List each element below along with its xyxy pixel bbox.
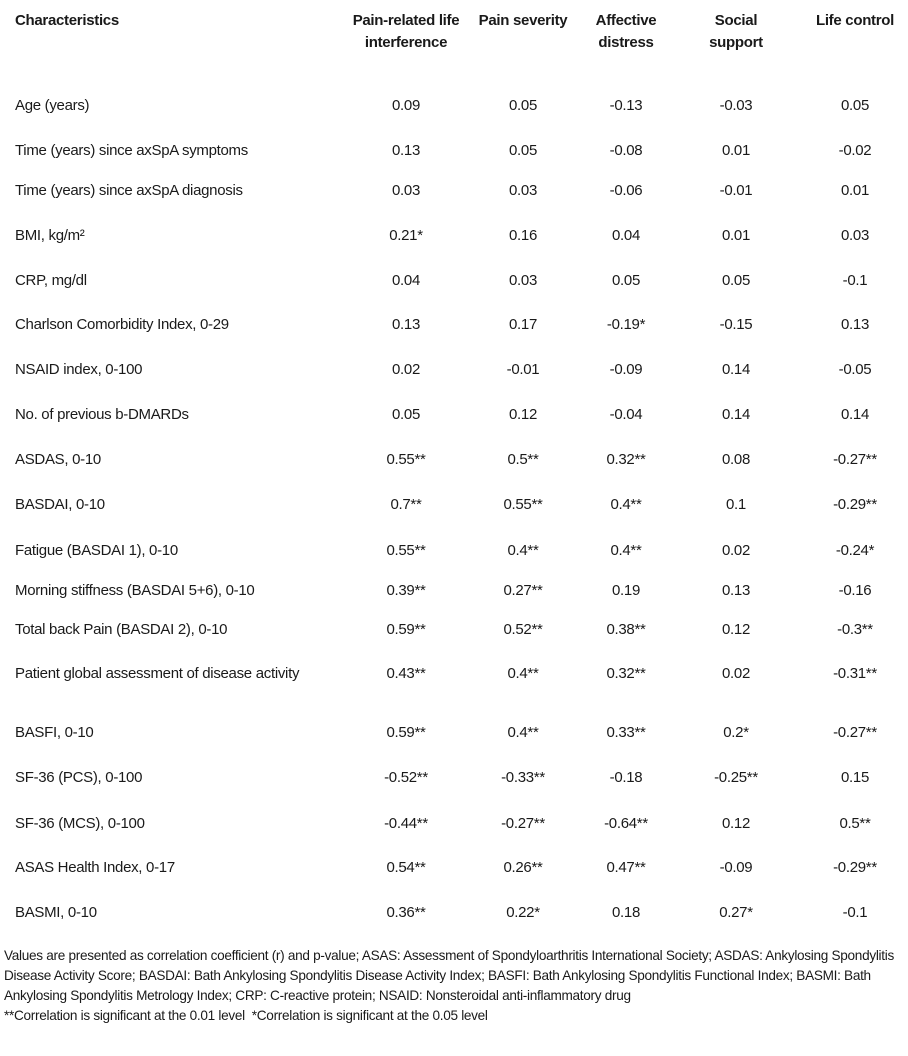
cell-value: -0.06 bbox=[609, 182, 643, 199]
cell-value: 0.38** bbox=[606, 621, 646, 638]
cell-value: -0.01 bbox=[719, 182, 753, 199]
cell-value: -0.13 bbox=[609, 97, 643, 114]
cell-value: 0.19 bbox=[612, 582, 640, 599]
cell-value: 0.01 bbox=[722, 227, 750, 244]
cell-value: -0.25** bbox=[714, 769, 758, 786]
row-label: Fatigue (BASDAI 1), 0-10 bbox=[15, 542, 178, 559]
cell-value: 0.03 bbox=[509, 182, 537, 199]
cell-value: -0.29** bbox=[833, 859, 877, 876]
row-label: No. of previous b-DMARDs bbox=[15, 406, 189, 423]
cell-value: 0.4** bbox=[610, 496, 642, 513]
cell-value: 0.36** bbox=[386, 904, 426, 921]
column-header: Pain-related life interference bbox=[352, 12, 460, 51]
table-footnotes bbox=[4, 946, 899, 1026]
cell-value: 0.05 bbox=[612, 272, 640, 289]
cell-value: 0.03 bbox=[841, 227, 869, 244]
cell-value: 0.55** bbox=[386, 542, 426, 559]
significance-note: **Correlation is significant at the 0.01 level *Correlation is significant at the 0.05 level bbox=[4, 1008, 488, 1023]
cell-value: 0.55** bbox=[503, 496, 543, 513]
cell-value: -0.18 bbox=[609, 769, 643, 786]
header-characteristics: Characteristics bbox=[15, 12, 119, 29]
row-label: Patient global assessment of disease activity bbox=[15, 665, 300, 682]
row-label: Time (years) since axSpA symptoms bbox=[15, 142, 248, 159]
cell-value: 0.43** bbox=[386, 665, 426, 682]
row-label: BASFI, 0-10 bbox=[15, 724, 94, 741]
cell-value: 0.03 bbox=[392, 182, 420, 199]
cell-value: 0.05 bbox=[509, 142, 537, 159]
cell-value: 0.27** bbox=[503, 582, 543, 599]
cell-value: 0.27* bbox=[719, 904, 753, 921]
cell-value: -0.08 bbox=[609, 142, 643, 159]
cell-value: 0.09 bbox=[392, 97, 420, 114]
cell-value: 0.14 bbox=[722, 361, 750, 378]
cell-value: -0.64** bbox=[604, 815, 648, 832]
cell-value: 0.18 bbox=[612, 904, 640, 921]
cell-value: 0.4** bbox=[507, 542, 539, 559]
abbreviations-note: Values are presented as correlation coefficient (r) and p-value; ASAS: Assessment of Spondyloarthritis International Society; ASDAS: Ankylosing Spondylitis Disease Activity Score; BASDAI: Bath Ankylosing Spondylitis Disease Activity Index; BASFI: Bath Ankylosing Spondylitis Functional Index; BASMI: Bath Ankylosing Spondylitis Metrology Index; CRP: C-reactive protein; NSAID: Nonsteroidal anti-inflammatory drug bbox=[4, 948, 894, 1003]
row-label: SF-36 (PCS), 0-100 bbox=[15, 769, 143, 786]
cell-value: -0.31** bbox=[833, 665, 877, 682]
cell-value: 0.17 bbox=[509, 316, 537, 333]
cell-value: 0.32** bbox=[606, 665, 646, 682]
cell-value: 0.55** bbox=[386, 451, 426, 468]
cell-value: 0.7** bbox=[390, 496, 422, 513]
cell-value: 0.4** bbox=[610, 542, 642, 559]
cell-value: 0.5** bbox=[507, 451, 539, 468]
cell-value: 0.12 bbox=[509, 406, 537, 423]
row-label: Total back Pain (BASDAI 2), 0-10 bbox=[15, 621, 228, 638]
cell-value: 0.59** bbox=[386, 621, 426, 638]
row-label: BASDAI, 0-10 bbox=[15, 496, 105, 513]
cell-value: 0.04 bbox=[612, 227, 640, 244]
cell-value: 0.59** bbox=[386, 724, 426, 741]
row-label: Morning stiffness (BASDAI 5+6), 0-10 bbox=[15, 582, 255, 599]
cell-value: -0.19* bbox=[606, 316, 646, 333]
row-label: ASDAS, 0-10 bbox=[15, 451, 101, 468]
cell-value: -0.09 bbox=[719, 859, 753, 876]
cell-value: 0.16 bbox=[509, 227, 537, 244]
column-header: Pain severity bbox=[478, 12, 568, 29]
cell-value: 0.39** bbox=[386, 582, 426, 599]
cell-value: 0.14 bbox=[722, 406, 750, 423]
row-label: BASMI, 0-10 bbox=[15, 904, 97, 921]
cell-value: 0.26** bbox=[503, 859, 543, 876]
cell-value: -0.27** bbox=[833, 451, 877, 468]
cell-value: 0.22* bbox=[506, 904, 540, 921]
cell-value: -0.24* bbox=[835, 542, 875, 559]
cell-value: 0.15 bbox=[841, 769, 869, 786]
cell-value: 0.13 bbox=[392, 142, 420, 159]
cell-value: 0.12 bbox=[722, 815, 750, 832]
cell-value: 0.1 bbox=[726, 496, 746, 513]
column-header: Affective distress bbox=[595, 12, 657, 51]
cell-value: 0.47** bbox=[606, 859, 646, 876]
row-label: CRP, mg/dl bbox=[15, 272, 87, 289]
cell-value: -0.1 bbox=[842, 272, 868, 289]
cell-value: 0.21* bbox=[389, 227, 423, 244]
cell-value: 0.5** bbox=[839, 815, 871, 832]
cell-value: 0.12 bbox=[722, 621, 750, 638]
row-label: BMI, kg/m² bbox=[15, 227, 85, 244]
cell-value: -0.44** bbox=[384, 815, 428, 832]
cell-value: 0.04 bbox=[392, 272, 420, 289]
cell-value: 0.05 bbox=[841, 97, 869, 114]
cell-value: 0.13 bbox=[722, 582, 750, 599]
cell-value: 0.01 bbox=[841, 182, 869, 199]
cell-value: -0.3** bbox=[837, 621, 873, 638]
cell-value: 0.33** bbox=[606, 724, 646, 741]
row-label: NSAID index, 0-100 bbox=[15, 361, 143, 378]
cell-value: 0.4** bbox=[507, 724, 539, 741]
cell-value: 0.4** bbox=[507, 665, 539, 682]
cell-value: 0.02 bbox=[722, 542, 750, 559]
cell-value: -0.05 bbox=[838, 361, 872, 378]
cell-value: -0.52** bbox=[384, 769, 428, 786]
row-label: Age (years) bbox=[15, 97, 90, 114]
cell-value: -0.02 bbox=[838, 142, 872, 159]
cell-value: -0.04 bbox=[609, 406, 643, 423]
column-header: Life control bbox=[815, 12, 895, 29]
cell-value: 0.05 bbox=[509, 97, 537, 114]
cell-value: 0.01 bbox=[722, 142, 750, 159]
cell-value: 0.14 bbox=[841, 406, 869, 423]
cell-value: -0.03 bbox=[719, 97, 753, 114]
row-label: Time (years) since axSpA diagnosis bbox=[15, 182, 243, 199]
cell-value: -0.29** bbox=[833, 496, 877, 513]
cell-value: 0.13 bbox=[392, 316, 420, 333]
cell-value: 0.54** bbox=[386, 859, 426, 876]
cell-value: 0.03 bbox=[509, 272, 537, 289]
cell-value: 0.05 bbox=[392, 406, 420, 423]
cell-value: -0.09 bbox=[609, 361, 643, 378]
row-label: ASAS Health Index, 0-17 bbox=[15, 859, 175, 876]
cell-value: 0.02 bbox=[392, 361, 420, 378]
cell-value: -0.15 bbox=[719, 316, 753, 333]
cell-value: 0.32** bbox=[606, 451, 646, 468]
cell-value: -0.01 bbox=[506, 361, 540, 378]
row-label: Charlson Comorbidity Index, 0-29 bbox=[15, 316, 229, 333]
cell-value: -0.27** bbox=[833, 724, 877, 741]
cell-value: 0.05 bbox=[722, 272, 750, 289]
cell-value: -0.33** bbox=[501, 769, 545, 786]
cell-value: -0.1 bbox=[842, 904, 868, 921]
column-header: Social support bbox=[709, 12, 763, 51]
cell-value: 0.08 bbox=[722, 451, 750, 468]
row-label: SF-36 (MCS), 0-100 bbox=[15, 815, 145, 832]
cell-value: -0.16 bbox=[838, 582, 872, 599]
cell-value: 0.2* bbox=[723, 724, 749, 741]
cell-value: 0.13 bbox=[841, 316, 869, 333]
cell-value: 0.02 bbox=[722, 665, 750, 682]
cell-value: -0.27** bbox=[501, 815, 545, 832]
cell-value: 0.52** bbox=[503, 621, 543, 638]
